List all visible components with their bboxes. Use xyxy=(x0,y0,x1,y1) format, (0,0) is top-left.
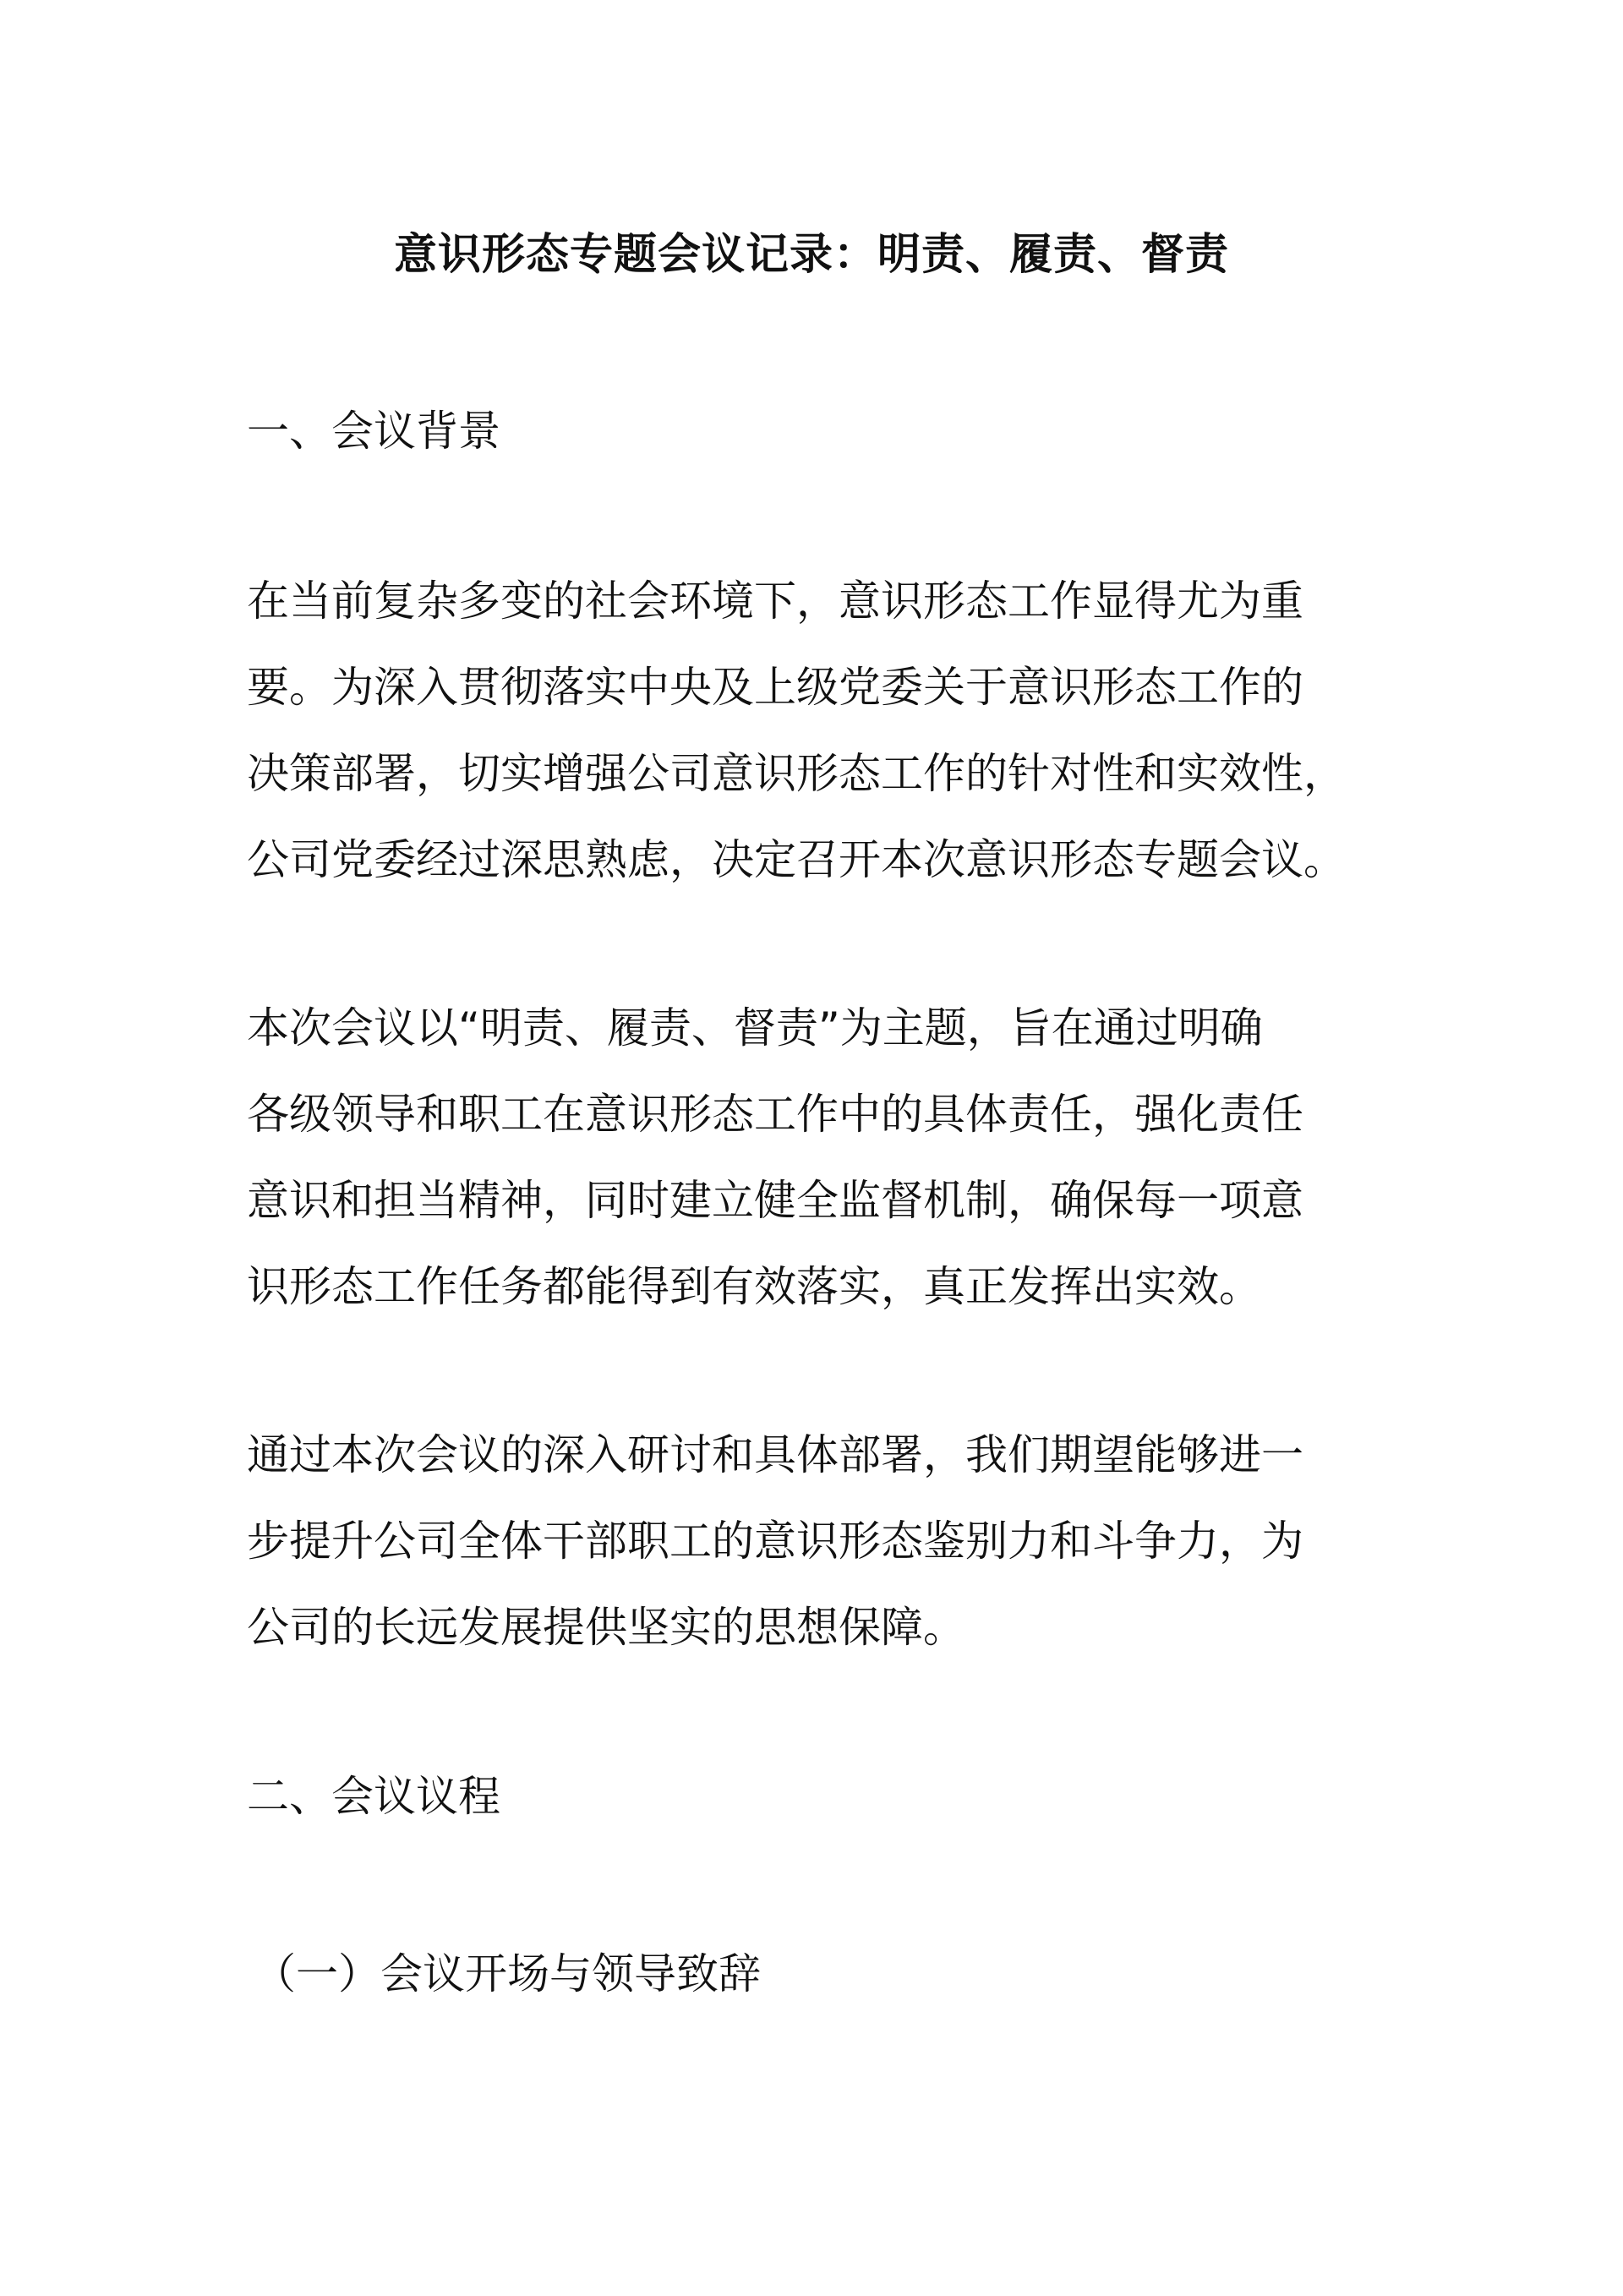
section-heading-agenda: 二、会议议程 xyxy=(247,1772,500,1821)
paragraph-line: 意识和担当精神，同时建立健全监督机制，确保每一项意 xyxy=(247,1176,1303,1225)
paragraph-line: 公司的长远发展提供坚实的思想保障。 xyxy=(247,1603,965,1652)
paragraph-line: 公司党委经过深思熟虑，决定召开本次意识形态专题会议。 xyxy=(247,835,1346,884)
paragraph-line: 通过本次会议的深入研讨和具体部署，我们期望能够进一 xyxy=(247,1430,1303,1479)
paragraph-line: 步提升公司全体干部职工的意识形态鉴别力和斗争力，为 xyxy=(247,1517,1303,1566)
paragraph-background-3 xyxy=(247,1412,1396,1670)
section-heading-background: 一、会议背景 xyxy=(247,407,500,456)
subsection-heading-opening: （一）会议开场与领导致辞 xyxy=(254,1949,761,1998)
paragraph-line: 各级领导和职工在意识形态工作中的具体责任，强化责任 xyxy=(247,1090,1303,1139)
paragraph-background-1 xyxy=(247,558,1396,903)
paragraph-line: 本次会议以“明责、履责、督责”为主题，旨在通过明确 xyxy=(247,1003,1263,1052)
paragraph-line: 决策部署，切实增强公司意识形态工作的针对性和实效性， xyxy=(247,749,1346,798)
paragraph-line: 识形态工作任务都能得到有效落实，真正发挥出实效。 xyxy=(247,1262,1261,1311)
paragraph-background-2 xyxy=(247,985,1396,1330)
paragraph-line: 要。为深入贯彻落实中央及上级党委关于意识形态工作的 xyxy=(247,663,1303,712)
paragraph-line: 在当前复杂多变的社会环境下，意识形态工作显得尤为重 xyxy=(247,577,1303,626)
document-title: 意识形态专题会议记录：明责、履责、督责 xyxy=(393,230,1229,280)
